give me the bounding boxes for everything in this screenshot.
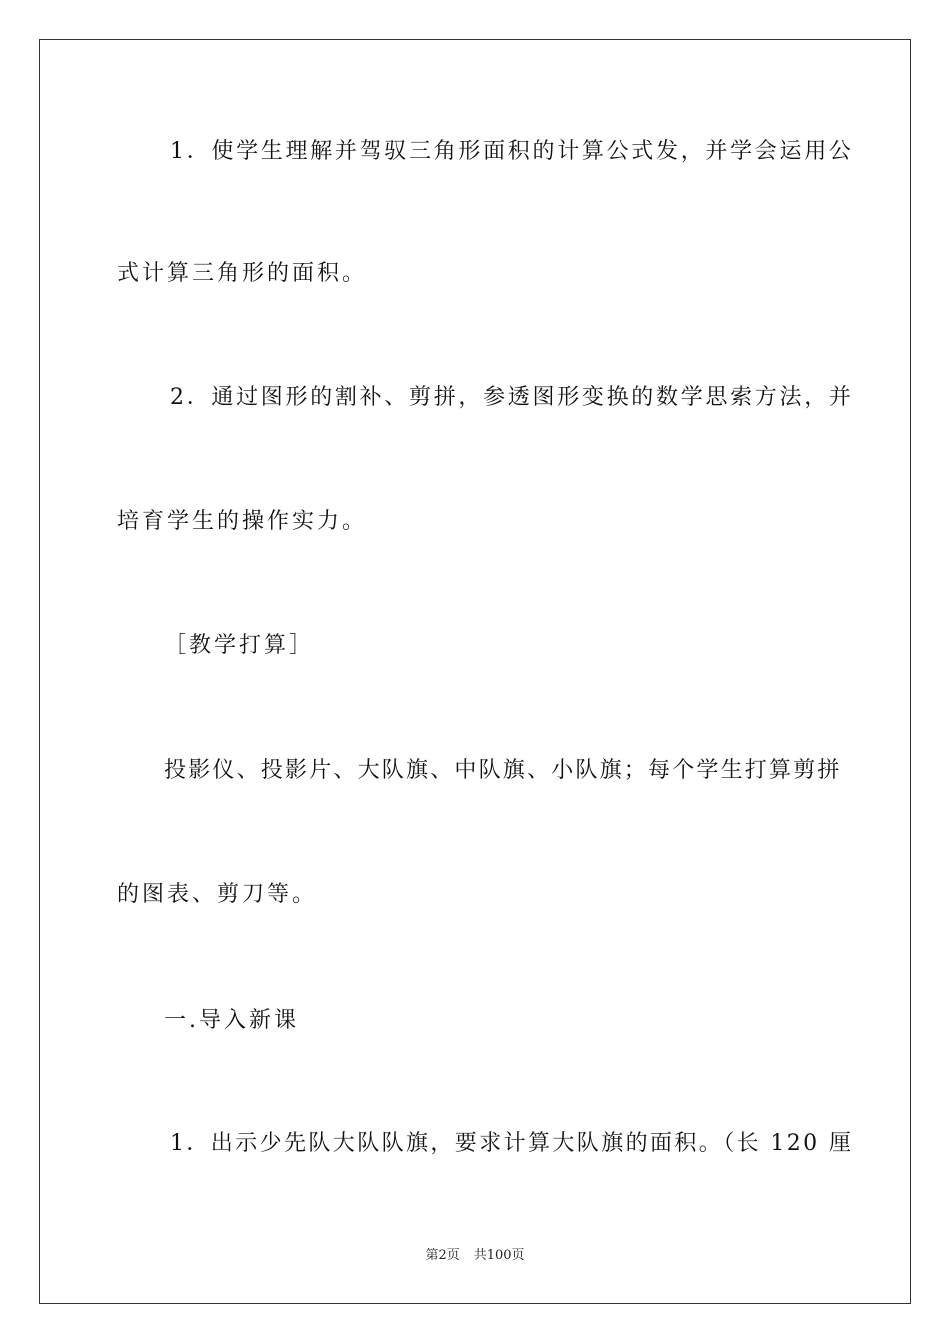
text-line: 的图表、剪刀等。 — [117, 882, 318, 907]
text-line: 投影仪、投影片、大队旗、中队旗、小队旗；每个学生打算剪拼 — [164, 758, 842, 783]
text-line: 1．出示少先队大队队旗，要求计算大队旗的面积。（长 120 厘 — [170, 1131, 854, 1156]
text-line: 1．使学生理解并驾驭三角形面积的计算公式发，并学会运用公 — [170, 139, 854, 164]
section-heading: 一.导入新课 — [164, 1008, 299, 1033]
section-heading: ［教学打算］ — [164, 633, 315, 658]
page-border — [39, 39, 911, 1304]
text-line: 2．通过图形的割补、剪拼，参透图形变换的数学思索方法，并 — [170, 385, 854, 410]
page-footer — [0, 1247, 950, 1265]
text-line: 式计算三角形的面积。 — [117, 261, 368, 286]
page-number: 第2页 — [425, 1248, 460, 1263]
text-line: 培育学生的操作实力。 — [117, 509, 368, 534]
page-total: 共100页 — [473, 1248, 525, 1263]
